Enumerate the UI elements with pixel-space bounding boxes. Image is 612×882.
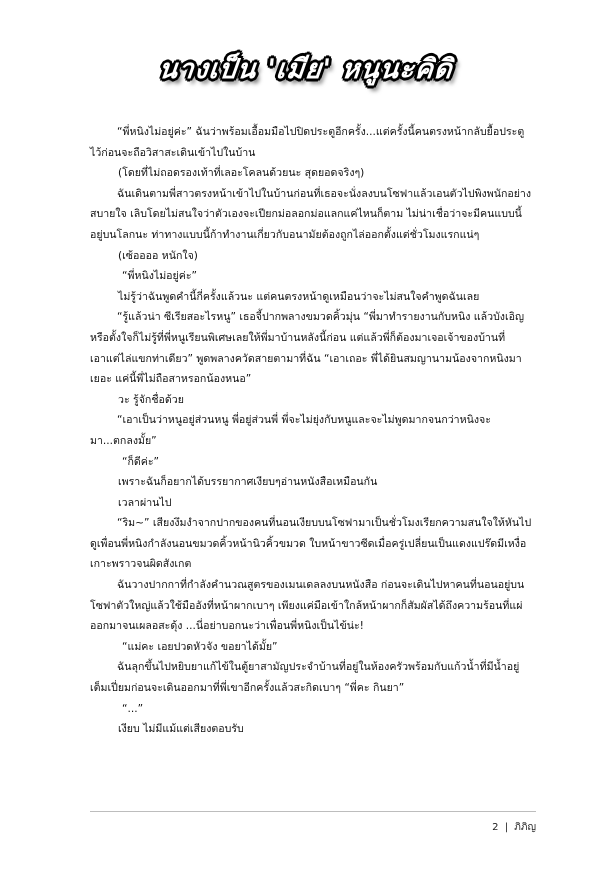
page-footer	[492, 820, 536, 835]
paragraph: “พี่หนิงไม่อยู่ค่ะ”	[122, 270, 198, 283]
paragraph: วะ รู้จักชื่อด้วย	[118, 393, 184, 406]
paragraph: “เอาเป็นว่าหนูอยู่ส่วนหนู พี่อยู่ส่วนพี่ พี่จะไม่ยุ่งกับหนูและจะไม่พูดมากจนกว่าหนิงจะมา...ตกลงมั้ย”	[90, 414, 491, 447]
paragraph: “ริม~” เสียงงึมงำจากปากของคนที่นอนเงียบบนโซฟามาเป็นชั่วโมงเรียกความสนใจให้หันไปดูเพื่อนพี่หนิงกำลังนอนขมวดคิ้วหน้านิวคิ้วขมวด ใบหน้าขาวซีดเมื่อครู่เปลี่ยนเป็นแดงแปร๊ดมีเหงื่อเกาะพราวจนผิดสังเกต	[90, 517, 532, 571]
story-title: นางเป็น 'เมีย' หนูนะคิดิ	[157, 53, 455, 85]
paragraph: “รู้แล้วน่า ซีเรียสอะไรหนู” เธอจี้ปากพลางขมวดคิ้วมุ่น “พี่มาทำรายงานกับหนิง แล้วบังเอิญหรือตั้งใจก็ไม่รู้ที่พี่หนูเรียนพิเศษเลยให้พี่มาบ้านหลังนี้ก่อน แต่แล้วพี่ก็ต้องมาเจอเจ้าของบ้านที่เอาแต่ไล่แขกท่าเดียว” พูดพลางควัดสายตามาที่ฉัน “เอาเถอะ พี่ได้ยินสมญานามน้องจากหนิงมาเยอะ แค่นี้พี่ไม่ถือสาหรอกน้องหนอ”	[90, 311, 524, 386]
paragraph: (เซ้ออออ หนักใจ)	[118, 249, 198, 262]
paragraph: เพราะฉันก็อยากได้บรรยากาศเงียบๆอ่านหนังสือเหมือนกัน	[118, 476, 378, 489]
paragraph: “ก็ดีค่ะ”	[122, 455, 160, 468]
paragraph: ฉันลุกขึ้นไปหยิบยาแก้ไข้ในตู้ยาสามัญประจำบ้านที่อยู่ในห้องครัวพร้อมกับแก้วน้ำที่มีน้ำอยู่เต็มเปี่ยมก่อนจะเดินออกมาที่พี่เขาอีกครั้งแล้วสะกิดเบาๆ “พี่คะ กินยา”	[90, 661, 520, 695]
paragraph: (โดยที่ไม่ถอดรองเท้าที่เลอะโคลนด้วยนะ สุดยอดจริงๆ)	[118, 167, 365, 180]
paragraph: “พี่หนิงไม่อยู่ค่ะ” ฉันว่าพร้อมเอื้อมมือไปปิดประตูอีกครั้ง...แต่ครั้งนี้คนตรงหน้ากลับยื้อประตูไว้ก่อนจะถือวิสาสะเดินเข้าไปในบ้าน	[90, 126, 525, 159]
paragraph: ไม่รู้ว่าฉันพูดคำนี้กี่ครั้งแล้วนะ แต่คนตรงหน้าดูเหมือนว่าจะไม่สนใจคำพูดฉันเลย	[118, 290, 480, 303]
paragraph: ฉันเดินตามพี่สาวตรงหน้าเข้าไปในบ้านก่อนที่เธอจะนั่งลงบนโซฟาแล้วเอนตัวไปพิงพนักอย่างสบายใจ เลิบโดยไม่สนใจว่าตัวเองจะเปียกม่อลอกม่อแลกแค่ไหนก็ตาม ไม่น่าเชื่อว่าจะมีคนแบบนี้อยู่บนโลกนะ ท่าทางแบบนี้ก้าทำงานเกี่ยวกับอนามัยต้องถูกไล่ออกตั้งแต่ชั่วโมงแรกแน่ๆ	[90, 187, 532, 241]
paragraph: “...”	[122, 702, 144, 715]
paragraph: ฉันวางปากกาที่กำลังคำนวณสูตรของเมนเดลลงบนหนังสือ ก่อนจะเดินไปหาคนที่นอนอยู่บนโซฟาตัวใหญ่แล้วใช้มืออังที่หน้าผากเบาๆ เพียงแค่มือเข้าใกล้หน้าผากก็สัมผัสได้ถึงความร้อนที่แผ่ออกมาจนเผลอสะดุ้ง ...นี่อย่าบอกนะว่าเพื่อนพี่หนิงเป็นไข้น่ะ!	[90, 579, 525, 633]
title-banner	[0, 40, 612, 96]
page-number: 2	[492, 822, 499, 833]
footer-divider	[90, 811, 536, 812]
story-body	[90, 122, 532, 740]
paragraph: “แม่คะ เอยปวดหัวจัง ขอยาได้มั้ย”	[122, 640, 278, 653]
author-name: ภิภิญ	[514, 822, 536, 833]
paragraph: เวลาผ่านไป	[118, 496, 172, 509]
footer-separator: |	[504, 822, 509, 833]
paragraph: เงียบ ไม่มีแม้แต่เสียงตอบรับ	[118, 723, 244, 736]
